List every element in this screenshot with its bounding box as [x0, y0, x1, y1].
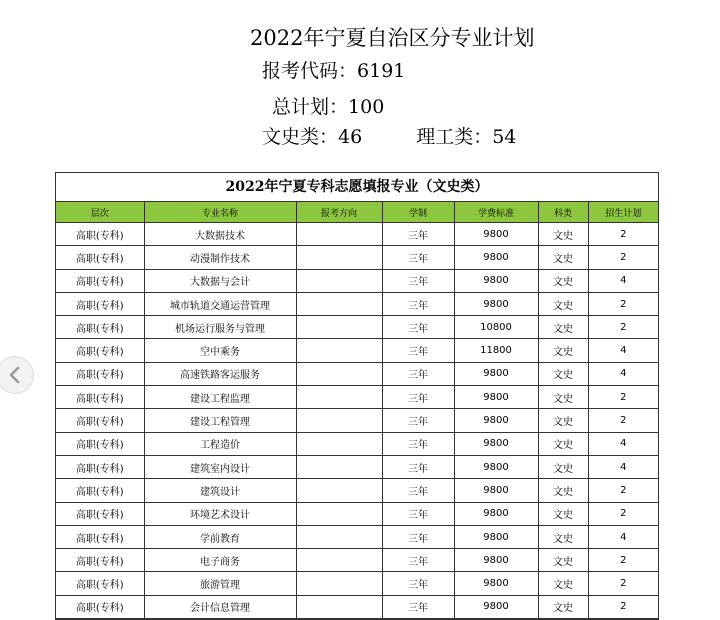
table-cell: 三年 — [382, 525, 454, 548]
plan-table — [56, 202, 658, 619]
table-cell: 文史 — [538, 386, 588, 409]
table-cell: 高职(专科) — [56, 525, 144, 548]
table-cell: 文史 — [538, 223, 588, 246]
table-cell: 4 — [588, 362, 658, 385]
table-cell: 高职(专科) — [56, 549, 144, 572]
table-cell: 9800 — [454, 246, 538, 269]
table-cell: 9800 — [454, 595, 538, 618]
table-cell: 高速铁路客运服务 — [144, 362, 296, 385]
table-cell: 高职(专科) — [56, 362, 144, 385]
table-cell: 三年 — [382, 549, 454, 572]
table-cell — [296, 455, 382, 478]
table-cell: 2 — [588, 409, 658, 432]
table-cell: 9800 — [454, 409, 538, 432]
table-cell: 城市轨道交通运营管理 — [144, 292, 296, 315]
table-cell: 9800 — [454, 292, 538, 315]
table-cell — [296, 386, 382, 409]
total-plan-label: 总计划： — [272, 96, 349, 118]
table-cell: 三年 — [382, 595, 454, 618]
table-row — [56, 479, 658, 502]
table-cell: 9800 — [454, 386, 538, 409]
table-cell: 电子商务 — [144, 549, 296, 572]
table-cell: 三年 — [382, 223, 454, 246]
table-cell: 2 — [588, 292, 658, 315]
table-cell: 高职(专科) — [56, 502, 144, 525]
table-cell: 三年 — [382, 479, 454, 502]
table-cell: 11800 — [454, 339, 538, 362]
table-cell: 2 — [588, 502, 658, 525]
table-cell: 10800 — [454, 316, 538, 339]
table-cell: 三年 — [382, 455, 454, 478]
table-row — [56, 362, 658, 385]
science-label: 理工类： — [416, 126, 493, 148]
column-header: 学制 — [382, 202, 454, 223]
table-cell: 9800 — [454, 549, 538, 572]
exam-code — [262, 56, 405, 83]
table-cell: 4 — [588, 455, 658, 478]
table-cell: 大数据与会计 — [144, 269, 296, 292]
table-cell: 文史 — [538, 502, 588, 525]
table-cell: 环境艺术设计 — [144, 502, 296, 525]
table-cell: 高职(专科) — [56, 223, 144, 246]
table-cell: 高职(专科) — [56, 455, 144, 478]
table-cell: 文史 — [538, 525, 588, 548]
table-cell: 文史 — [538, 479, 588, 502]
table-cell — [296, 246, 382, 269]
table-row — [56, 432, 658, 455]
total-plan-value: 100 — [348, 96, 385, 118]
table-cell: 三年 — [382, 386, 454, 409]
table-cell — [296, 595, 382, 618]
table-cell: 9800 — [454, 362, 538, 385]
table-cell: 高职(专科) — [56, 316, 144, 339]
table-cell: 高职(专科) — [56, 269, 144, 292]
plan-table-container — [55, 172, 659, 620]
table-cell — [296, 362, 382, 385]
table-cell: 文史 — [538, 269, 588, 292]
table-cell — [296, 316, 382, 339]
table-cell: 9800 — [454, 502, 538, 525]
table-cell: 文史 — [538, 549, 588, 572]
table-cell: 建设工程监理 — [144, 386, 296, 409]
column-header: 科类 — [538, 202, 588, 223]
table-cell: 高职(专科) — [56, 595, 144, 618]
table-cell: 文史 — [538, 362, 588, 385]
total-plan — [272, 92, 384, 119]
column-header: 招生计划 — [588, 202, 658, 223]
table-row — [56, 386, 658, 409]
table-cell: 2 — [588, 316, 658, 339]
table-cell: 机场运行服务与管理 — [144, 316, 296, 339]
table-cell: 三年 — [382, 502, 454, 525]
table-cell: 空中乘务 — [144, 339, 296, 362]
table-cell: 文史 — [538, 339, 588, 362]
exam-code-label: 报考代码： — [262, 60, 358, 82]
category-plans — [262, 122, 516, 149]
table-cell: 4 — [588, 432, 658, 455]
table-cell — [296, 292, 382, 315]
chevron-left-icon — [8, 366, 22, 384]
table-cell — [296, 409, 382, 432]
page-title: 2022年宁夏自治区分专业计划 — [250, 26, 535, 50]
table-cell: 高职(专科) — [56, 432, 144, 455]
table-cell: 2 — [588, 595, 658, 618]
science-value: 54 — [492, 126, 517, 148]
table-row — [56, 246, 658, 269]
table-cell: 工程造价 — [144, 432, 296, 455]
table-cell: 高职(专科) — [56, 292, 144, 315]
table-cell: 动漫制作技术 — [144, 246, 296, 269]
table-cell: 学前教育 — [144, 525, 296, 548]
column-header: 报考方向 — [296, 202, 382, 223]
table-cell — [296, 502, 382, 525]
table-cell — [296, 339, 382, 362]
table-title: 2022年宁夏专科志愿填报专业（文史类） — [56, 173, 658, 202]
table-body — [56, 223, 658, 619]
table-cell: 9800 — [454, 455, 538, 478]
table-cell — [296, 269, 382, 292]
table-cell: 大数据技术 — [144, 223, 296, 246]
table-cell: 三年 — [382, 292, 454, 315]
table-cell: 文史 — [538, 455, 588, 478]
table-cell — [296, 479, 382, 502]
table-cell: 高职(专科) — [56, 246, 144, 269]
prev-page-button[interactable] — [0, 356, 34, 394]
table-cell: 建筑设计 — [144, 479, 296, 502]
arts-value: 46 — [338, 126, 363, 148]
table-row — [56, 502, 658, 525]
table-cell: 三年 — [382, 269, 454, 292]
table-cell: 高职(专科) — [56, 386, 144, 409]
table-cell: 2 — [588, 549, 658, 572]
table-cell — [296, 223, 382, 246]
table-cell: 建筑室内设计 — [144, 455, 296, 478]
table-cell — [296, 549, 382, 572]
table-cell: 文史 — [538, 246, 588, 269]
table-cell — [296, 432, 382, 455]
table-cell: 高职(专科) — [56, 339, 144, 362]
table-row — [56, 525, 658, 548]
table-cell: 建设工程管理 — [144, 409, 296, 432]
table-row — [56, 269, 658, 292]
table-row — [56, 316, 658, 339]
table-cell: 文史 — [538, 409, 588, 432]
table-cell: 高职(专科) — [56, 409, 144, 432]
table-cell — [296, 572, 382, 595]
table-cell: 9800 — [454, 479, 538, 502]
table-cell: 文史 — [538, 292, 588, 315]
table-cell: 高职(专科) — [56, 572, 144, 595]
table-cell: 9800 — [454, 223, 538, 246]
table-cell: 4 — [588, 525, 658, 548]
table-cell: 9800 — [454, 432, 538, 455]
table-cell: 2 — [588, 223, 658, 246]
table-header-row — [56, 202, 658, 223]
column-header: 层次 — [56, 202, 144, 223]
column-header: 学费标准 — [454, 202, 538, 223]
table-cell: 9800 — [454, 525, 538, 548]
table-row — [56, 572, 658, 595]
table-cell: 2 — [588, 479, 658, 502]
table-cell: 三年 — [382, 409, 454, 432]
exam-code-value: 6191 — [357, 60, 406, 82]
table-cell — [296, 525, 382, 548]
table-cell: 4 — [588, 339, 658, 362]
table-row — [56, 223, 658, 246]
table-cell: 4 — [588, 269, 658, 292]
table-row — [56, 595, 658, 618]
table-cell: 三年 — [382, 572, 454, 595]
table-cell: 三年 — [382, 362, 454, 385]
table-cell: 三年 — [382, 432, 454, 455]
table-cell: 会计信息管理 — [144, 595, 296, 618]
table-cell: 旅游管理 — [144, 572, 296, 595]
arts-label: 文史类： — [262, 126, 339, 148]
table-cell: 9800 — [454, 572, 538, 595]
table-cell: 三年 — [382, 246, 454, 269]
table-cell: 9800 — [454, 269, 538, 292]
table-cell: 文史 — [538, 316, 588, 339]
table-cell: 三年 — [382, 339, 454, 362]
table-cell: 文史 — [538, 572, 588, 595]
table-cell: 2 — [588, 386, 658, 409]
table-cell: 高职(专科) — [56, 479, 144, 502]
table-row — [56, 409, 658, 432]
table-cell: 三年 — [382, 316, 454, 339]
table-row — [56, 455, 658, 478]
table-cell: 2 — [588, 246, 658, 269]
table-cell: 文史 — [538, 595, 588, 618]
table-row — [56, 292, 658, 315]
table-row — [56, 549, 658, 572]
column-header: 专业名称 — [144, 202, 296, 223]
table-cell: 文史 — [538, 432, 588, 455]
table-row — [56, 339, 658, 362]
table-cell: 2 — [588, 572, 658, 595]
